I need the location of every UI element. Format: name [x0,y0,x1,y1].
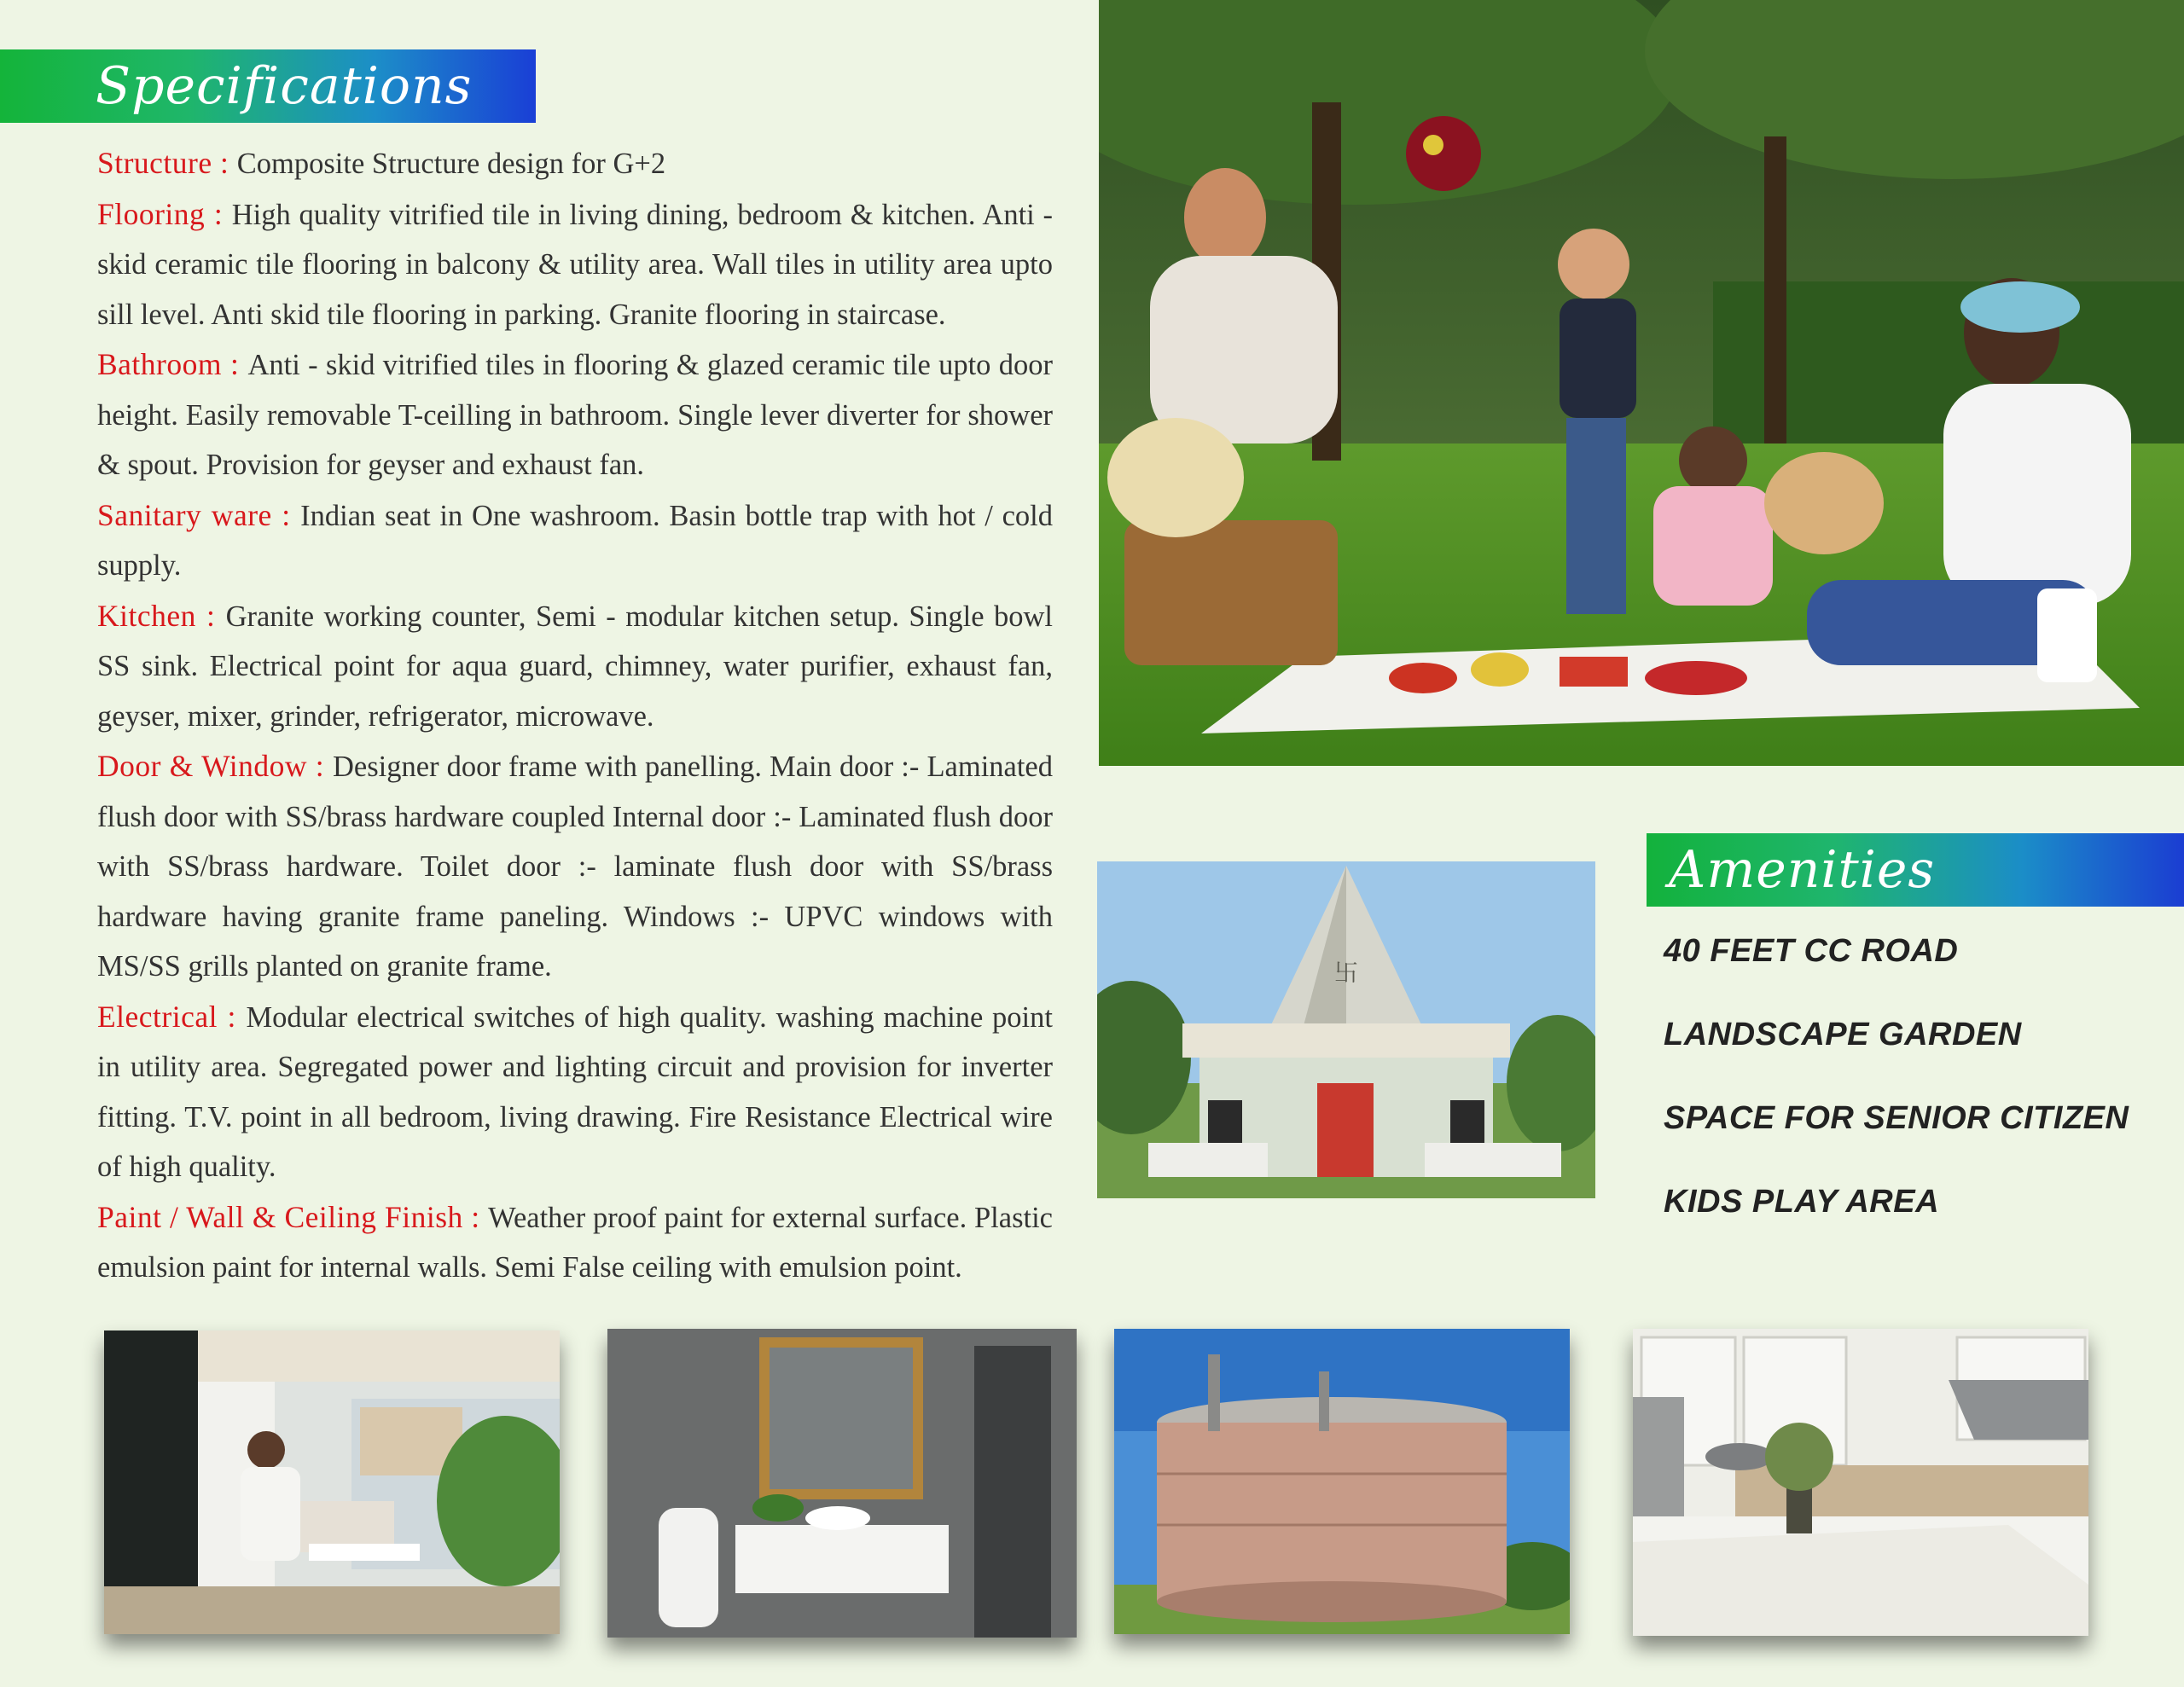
kitchen-photo [1633,1329,2088,1636]
spec-text: Granite working counter, Semi - modular kitchen setup. Single bowl SS sink. Electrical point for aqua guard, chimney, water purifier, exhaust fan, geyser, mixer, grinder, refrigerator, microwave. [97,600,1053,733]
amenity-item: LANDSCAPE GARDEN [1664,1017,2022,1052]
bathroom-photo [607,1329,1077,1638]
specifications-title: Specifications [96,56,473,116]
spec-key: Electrical : [97,999,247,1034]
spec-key: Sanitary ware : [97,497,301,532]
amenities-title: Amenities [1669,840,1936,900]
spec-text: Weather proof paint for external surface. Plastic emulsion paint for internal walls. Semi False ceiling with emulsion point. [97,1201,1053,1284]
spec-text: Anti - skid vitrified tiles in flooring & glazed ceramic tile upto door height. Easily removable T-ceilling in bathroom. Single lever diverter for shower & spout. Provision for geyser and exhaust fan. [97,349,1053,481]
spec-text: Modular electrical switches of high quality. washing machine point in utility area. Segregated power and lighting circuit and provision for inverter fitting. T.V. point in all bedroom, living drawing. Fire Resistance Electrical wire of high quality. [97,1000,1053,1183]
spec-paint-finish [97,1192,1053,1293]
amenities-list [1664,930,2175,1264]
spec-kitchen [97,591,1053,742]
amenity-item: KIDS PLAY AREA [1664,1184,1940,1220]
spec-bathroom [97,339,1053,490]
spec-key: Bathroom : [97,347,248,381]
spec-text: Designer door frame with panelling. Main door :- Laminated flush door with SS/brass hardware coupled Internal door :- Laminated flush door with SS/brass hardware. Toilet door :- laminate flush door with SS/brass hardware having granite frame paneling. Windows :- UPVC windows with MS/SS grills planted on granite frame. [97,751,1053,983]
amenities-header [1647,833,2184,907]
spec-key: Door & Window : [97,749,334,783]
svg-text:卐: 卐 [1333,959,1359,987]
spec-flooring [97,189,1053,340]
temple-photo [1097,861,1595,1198]
water-tank-photo [1114,1329,1570,1634]
spec-key: Flooring : [97,196,232,231]
family-picnic-photo [1099,0,2184,766]
spec-key: Structure : [97,146,237,180]
specifications-list [97,138,1053,1293]
spec-key: Kitchen : [97,598,226,633]
spec-text: High quality vitrified tile in living dining, bedroom & kitchen. Anti - skid ceramic tile flooring in balcony & utility area. Wall tiles in utility area upto sill level. Anti skid tile flooring in parking. Granite flooring in staircase. [97,198,1054,331]
spec-text: Composite Structure design for G+2 [236,148,666,180]
balcony-lounge-photo [104,1330,560,1634]
spec-door-window [97,741,1053,992]
specifications-header [0,49,536,123]
spec-sanitary-ware [97,490,1053,591]
spec-structure [97,138,1053,189]
spec-electrical [97,992,1053,1192]
amenity-item: 40 FEET CC ROAD [1664,933,1959,969]
spec-key: Paint / Wall & Ceiling Finish : [97,1199,489,1234]
spec-text: Indian seat in One washroom. Basin bottle trap with hot / cold supply. [97,499,1053,582]
amenity-item: SPACE FOR SENIOR CITIZEN [1664,1100,2129,1136]
